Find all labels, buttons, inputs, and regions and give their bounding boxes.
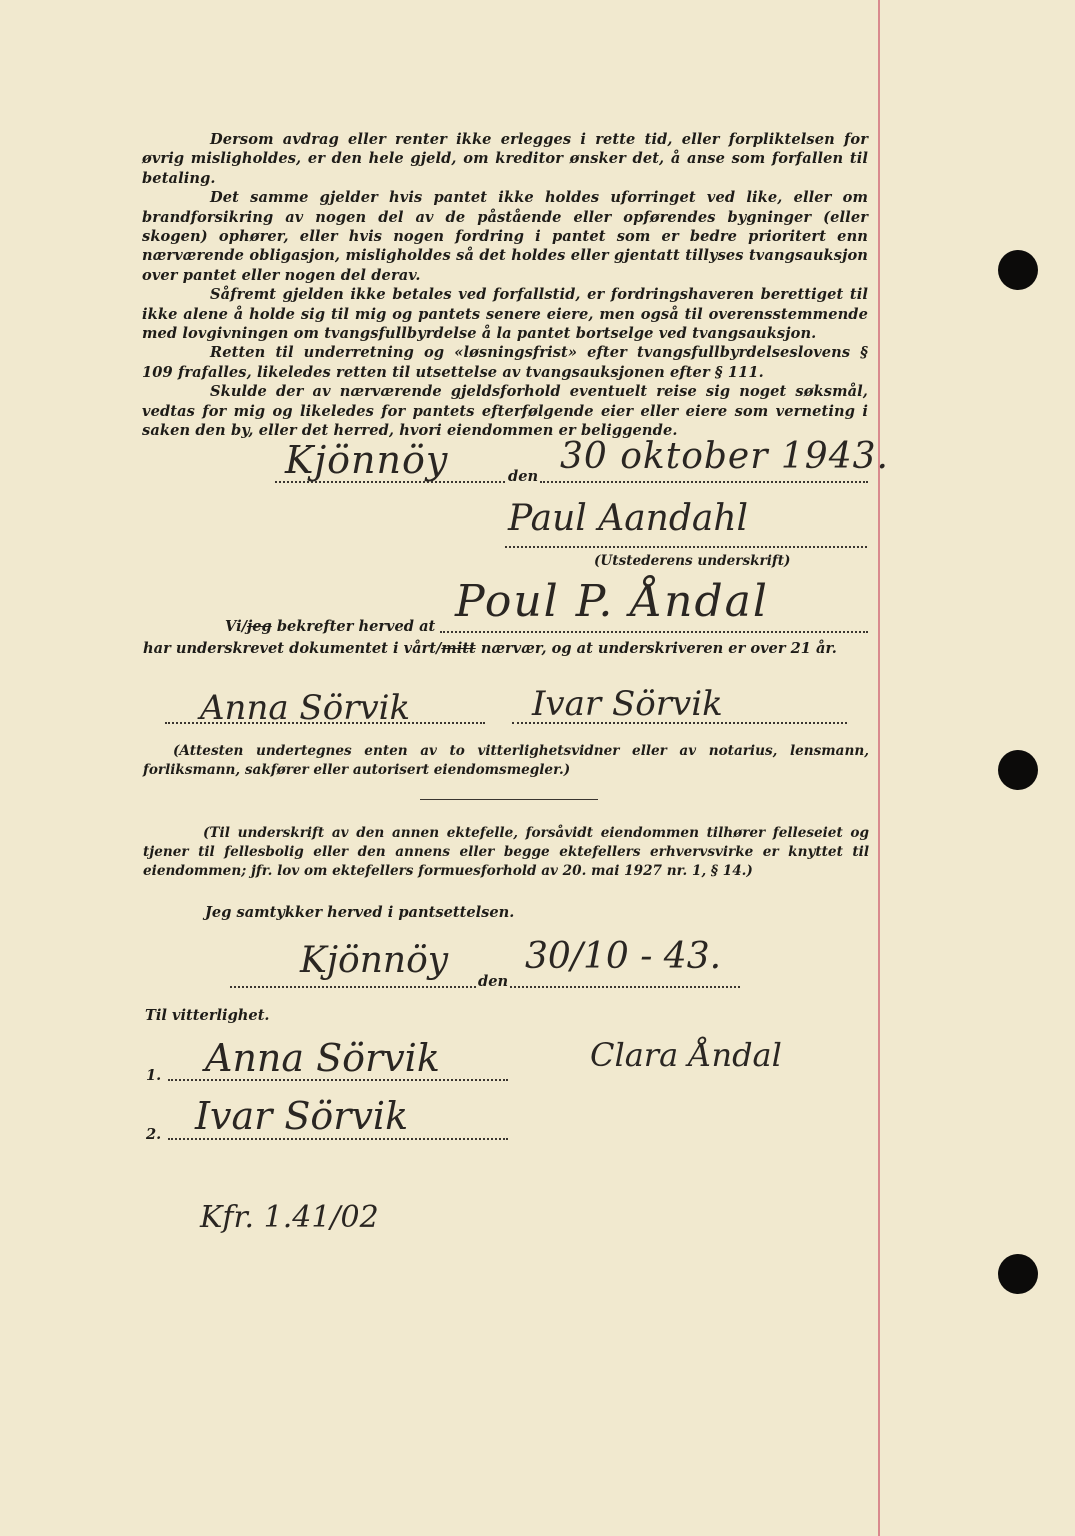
attest-note: (Attesten undertegnes enten av to vitterlighetsvidner eller av notarius, lensmann, forliksmann, sakfører eller autorisert eiendomsmegler.)	[143, 743, 869, 778]
witness-signature-1: Anna Sörvik	[200, 688, 411, 728]
witness2-signature-1b: Clara Åndal	[590, 1036, 782, 1074]
place-signature: Kjönnöy	[285, 438, 449, 482]
confirm-line2	[143, 640, 869, 657]
terms-text	[142, 130, 868, 441]
confirm-prefix: Vi/	[225, 618, 247, 635]
witness-number: 2.	[146, 1126, 162, 1143]
date-handwritten: 30 oktober 1943.	[560, 436, 889, 477]
date-line-2	[510, 980, 740, 988]
den-label: den	[508, 468, 539, 485]
spouse-note: (Til underskrift av den annen ektefelle, forsåvidt eiendommen tilhører felleseiet og tjener til fellesbolig eller den annens eller begge ektefellers erhvervsvirke er knyttet til eiendommen; jfr. lov om ektefellers formuesforhold av 20. mai 1927 nr. 1, § 14.)	[143, 825, 869, 879]
confirm-name-signature: Poul P. Åndal	[455, 576, 769, 627]
witness-line-1	[165, 716, 485, 724]
confirm-line2-struck: mitt	[441, 640, 476, 657]
punch-hole	[998, 750, 1038, 790]
paragraph: Skulde der av nærværende gjeldsforhold eventuelt reise sig noget søksmål, vedtas for mig og likeledes for pantets efterfølgende eier eller eiere som verneting i saken den by, eller det herred, hvori eiendommen er beliggende.	[142, 383, 868, 440]
consent-text: Jeg samtykker herved i pantsettelsen.	[205, 904, 515, 921]
witness2-signature-1: Anna Sörvik	[205, 1036, 440, 1080]
witness-number: 1.	[146, 1067, 162, 1084]
date-handwritten-2: 30/10 - 43.	[525, 936, 722, 977]
separator	[420, 799, 598, 800]
confirm-struck: jeg	[246, 618, 272, 635]
punch-hole	[998, 250, 1038, 290]
confirm-line2-prefix: har underskrevet dokumentet i vårt/	[143, 640, 442, 657]
bottom-note: Kfr. 1.41/02	[200, 1200, 379, 1235]
margin-rule	[878, 0, 880, 1536]
issuer-caption: (Utstederens underskrift)	[594, 553, 791, 569]
confirm-middle: bekrefter herved at	[271, 618, 436, 635]
paragraph: Såfremt gjelden ikke betales ved forfallstid, er fordringshaveren berettiget til ikke alene å holde sig til mig og pantets senere eiere, men også til overensstemmende med lovgivningen om tvangsfullbyrdelse å la pantet bortselge ved tvangsauksjon.	[142, 286, 868, 343]
confirm-line2-suffix: nærvær, og at underskriveren er over 21 år.	[475, 640, 837, 657]
confirm-line	[225, 618, 435, 635]
witness2-signature-2: Ivar Sörvik	[195, 1094, 409, 1138]
den-label-2: den	[478, 973, 509, 990]
place-signature-2: Kjönnöy	[300, 940, 449, 981]
paragraph: Dersom avdrag eller renter ikke erlegges i rette tid, eller forpliktelsen for øvrig misligholdes, er den hele gjeld, om kreditor ønsker det, å anse som forfallen til betaling.	[142, 131, 868, 187]
witness-label: Til vitterlighet.	[145, 1007, 270, 1024]
witness-signature-2: Ivar Sörvik	[532, 684, 723, 724]
paragraph: Det samme gjelder hvis pantet ikke holdes uforringet ved like, eller om brandforsikring av nogen del av de påstående eller opførendes bygninger (eller skogen) ophører, eller hvis nogen fordring i pantet som er bedre prioritert enn nærværende obligasjon, misligholdes så det holdes eller gjentatt tillyses tvangsauksjon over pantet eller nogen del derav.	[142, 189, 868, 284]
place-line-2	[230, 980, 476, 988]
punch-hole	[998, 1254, 1038, 1294]
issuer-signature-line	[505, 540, 867, 548]
witness-line-2	[512, 716, 847, 724]
issuer-signature: Paul Aandahl	[508, 498, 749, 539]
paragraph: Retten til underretning og «løsningsfrist» efter tvangsfullbyrdelseslovens § 109 frafalles, likeledes retten til utsettelse av tvangsauksjonen efter § 111.	[142, 344, 868, 381]
